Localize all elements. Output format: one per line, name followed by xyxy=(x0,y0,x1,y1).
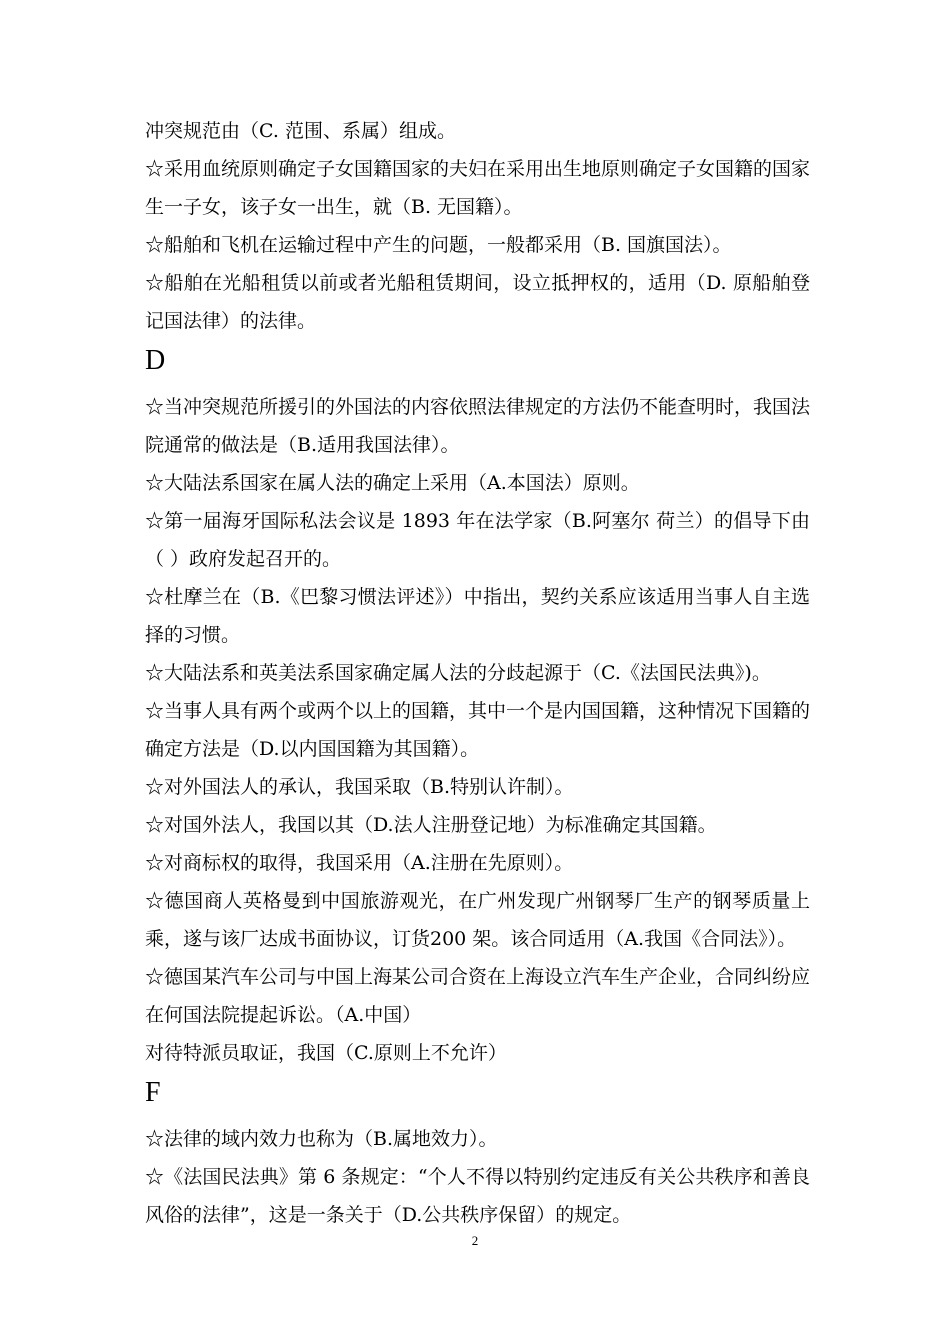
entry: ☆法律的域内效力也称为（B.属地效力）。 xyxy=(145,1128,498,1150)
entry: ☆《法国民法典》第 6 条规定：“个人不得以特别约定违反有关公共秩序和善良风俗的法律”，这是一条关于（D.公共秩序保留）的规定。 xyxy=(145,1166,810,1226)
section-c xyxy=(145,112,810,340)
entry: ☆大陆法系国家在属人法的确定上采用（A.本国法）原则。 xyxy=(145,472,640,494)
entry: ☆船舶在光船租赁以前或者光船租赁期间，设立抵押权的，适用（D. 原船舶登记国法律）的法律。 xyxy=(145,272,810,332)
entry: ☆当冲突规范所援引的外国法的内容依照法律规定的方法仍不能查明时，我国法院通常的做法是（B.适用我国法律）。 xyxy=(145,396,811,456)
entry: ☆德国某汽车公司与中国上海某公司合资在上海设立汽车生产企业，合同纠纷应在何国法院提起诉讼。（A.中国） xyxy=(145,966,811,1026)
entry: ☆对商标权的取得，我国采用（A.注册在先原则）。 xyxy=(145,852,574,874)
entry: ☆船舶和飞机在运输过程中产生的问题，一般都采用（B. 国旗国法）。 xyxy=(145,234,732,256)
entry: ☆德国商人英格曼到中国旅游观光，在广州发现广州钢琴厂生产的钢琴质量上乘，遂与该厂达成书面协议，订货200 架。该合同适用（A.我国《合同法》）。 xyxy=(145,890,810,950)
page-content xyxy=(145,112,810,1234)
entry: ☆采用血统原则确定子女国籍国家的夫妇在采用出生地原则确定子女国籍的国家生一子女，该子女一出生，就（B. 无国籍）。 xyxy=(145,158,811,218)
section-d xyxy=(145,388,810,1072)
entry: 对待特派员取证，我国（C.原则上不允许） xyxy=(145,1042,507,1064)
entry: ☆杜摩兰在（B.《巴黎习惯法评述》）中指出，契约关系应该适用当事人自主选择的习惯。 xyxy=(145,586,810,646)
entry: ☆对国外法人，我国以其（D.法人注册登记地）为标准确定其国籍。 xyxy=(145,814,717,836)
entry: ☆对外国法人的承认，我国采取（B.特别认许制）。 xyxy=(145,776,574,798)
entry: 冲突规范由（C. 范围、系属）组成。 xyxy=(145,120,456,142)
section-heading-f: F xyxy=(145,1077,161,1108)
entry: ☆大陆法系和英美法系国家确定属人法的分歧起源于（C.《法国民法典》)。 xyxy=(145,662,771,684)
section-f xyxy=(145,1120,810,1234)
entry: ☆第一届海牙国际私法会议是 1893 年在法学家（B.阿塞尔 荷兰）的倡导下由（ ）政府发起召开的。 xyxy=(145,510,810,570)
section-heading-d: D xyxy=(145,345,166,376)
page-number: 2 xyxy=(471,1233,479,1248)
entry: ☆当事人具有两个或两个以上的国籍，其中一个是内国国籍，这种情况下国籍的确定方法是（D.以内国国籍为其国籍）。 xyxy=(145,700,811,760)
